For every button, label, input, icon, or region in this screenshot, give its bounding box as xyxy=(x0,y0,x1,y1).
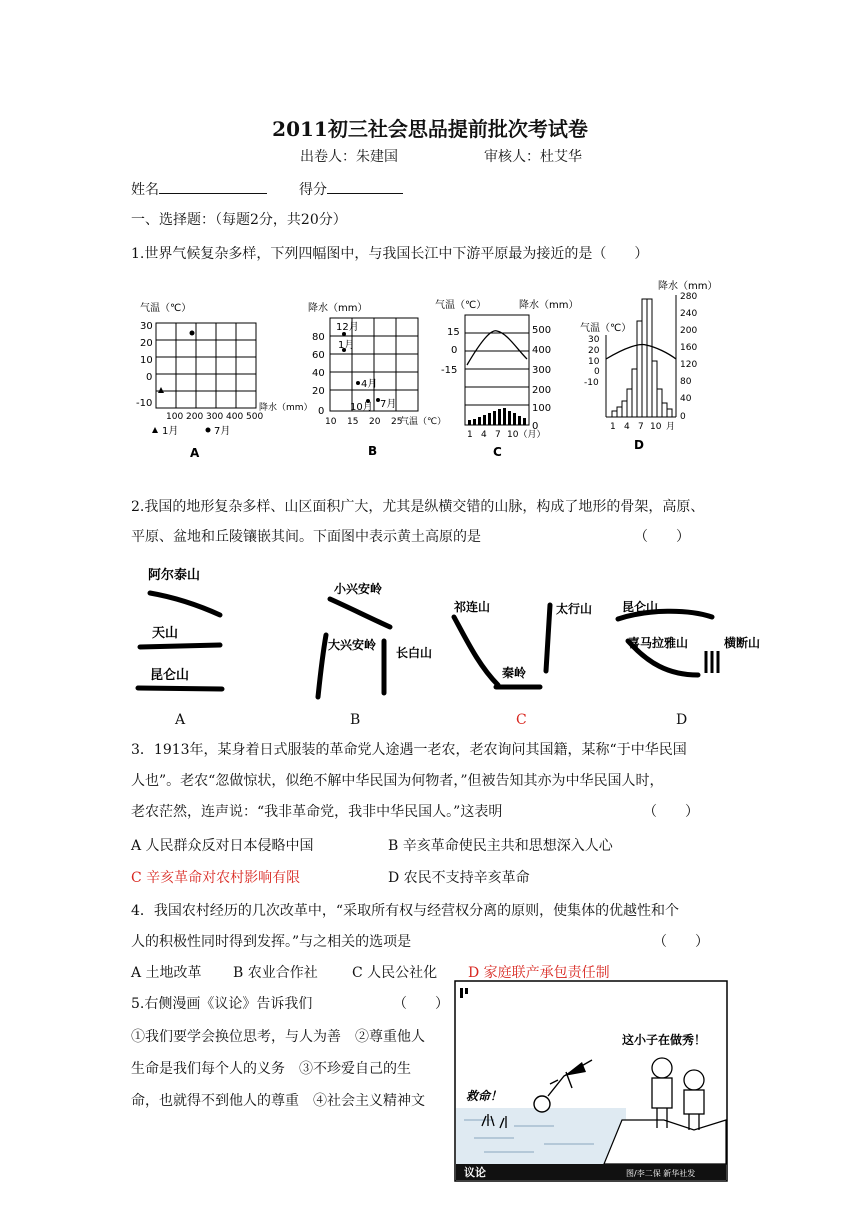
chart-d-rtick: 0 xyxy=(680,412,686,422)
chart-d-xtick: 1 xyxy=(610,422,616,432)
page-title: 2011初三社会思品提前批次考试卷 xyxy=(272,117,588,141)
chart-b-ytick: 20 xyxy=(312,386,325,397)
name-label: 姓名 xyxy=(131,182,159,198)
chart-b-point-label: 4月 xyxy=(361,379,378,390)
map-a-mountain: 昆仑山 xyxy=(150,668,190,683)
q3-line3: 老农茫然，连声说：“我非革命党，我非中华民国人。”这表明 xyxy=(131,804,503,820)
chart-b-ylabel: 降水（mm） xyxy=(308,303,368,314)
chart-b-point-label: 1月 xyxy=(338,340,355,351)
q4-option-a[interactable]: A 土地改革 xyxy=(131,965,202,981)
chart-a-ytick: 0 xyxy=(146,372,153,383)
chart-c-xtick: 4 xyxy=(481,430,487,440)
chart-b-ytick: 40 xyxy=(312,368,325,379)
chart-b-xtick: 20 xyxy=(369,417,381,427)
chart-c-ltick: -15 xyxy=(441,365,458,376)
cartoon-speech: 这小子在做秀！ xyxy=(622,1033,707,1047)
q5-line3: 生命是我们每个人的义务 ③不珍爱自己的生 xyxy=(131,1061,411,1077)
map-a xyxy=(138,567,222,689)
chart-c-rtick: 100 xyxy=(532,403,552,414)
map-c-mountain: 秦岭 xyxy=(502,666,527,680)
chart-d-ltick: 20 xyxy=(588,346,600,356)
chart-c-xtick: 1 xyxy=(467,430,473,440)
chart-a-ytick: 20 xyxy=(140,338,153,349)
name-blank[interactable] xyxy=(159,179,267,194)
chart-c-ltick: 15 xyxy=(447,327,460,338)
map-a-mountain: 阿尔泰山 xyxy=(148,568,201,583)
chart-a-xtick: 300 xyxy=(206,412,224,422)
chart-b-label: B xyxy=(368,444,378,458)
q3-line2: 人也”。老农“忽做惊状，似绝不解中华民国为何物者，”但被告知其亦为中华民国人时， xyxy=(131,773,664,789)
map-c xyxy=(454,599,592,687)
chart-b-point-label: 10月 xyxy=(350,402,373,413)
chart-a-xlabel: 降水（mm） xyxy=(259,403,313,413)
map-b-mountain: 长白山 xyxy=(396,646,433,660)
chart-c-rtick: 0 xyxy=(532,421,539,432)
chart-c-rtick: 300 xyxy=(532,365,552,376)
chart-b-xlabel: 气温（℃） xyxy=(400,417,447,427)
chart-c xyxy=(435,298,578,459)
chart-d-label: D xyxy=(634,438,644,452)
chart-d-ylabel: 气温（℃） xyxy=(580,323,632,334)
chart-d-xtick: 10 xyxy=(650,422,662,432)
chart-b xyxy=(308,301,446,458)
chart-a-ytick: -10 xyxy=(136,398,153,409)
cartoon-help: 救命！ xyxy=(466,1089,503,1103)
chart-b-point-label: 7月 xyxy=(380,399,397,410)
q5-paren: （ ） xyxy=(393,996,449,1012)
q4-line1: 4．我国农村经历的几次改革中，“采取所有权与经营权分离的原则，使集体的优越性和个 xyxy=(131,903,680,919)
chart-d-y2label: 降水（mm） xyxy=(658,281,718,292)
section-heading: 一、选择题：（每题2分，共20分） xyxy=(131,212,347,228)
q3-option-a[interactable]: A 人民群众反对日本侵略中国 xyxy=(131,838,314,854)
map-d xyxy=(618,599,760,675)
chart-d-ltick: -10 xyxy=(584,378,599,388)
chart-a-ylabel: 气温（℃） xyxy=(140,303,192,314)
chart-a-legend-jan: 1月 xyxy=(162,426,179,437)
q4-option-b[interactable]: B 农业合作社 xyxy=(233,965,318,981)
chart-b-ytick: 0 xyxy=(318,406,325,417)
chart-d-rtick: 80 xyxy=(680,377,692,387)
map-b-mountain: 小兴安岭 xyxy=(334,582,383,596)
q4-option-d[interactable]: D 家庭联产承包责任制 xyxy=(468,965,610,981)
chart-b-xtick: 15 xyxy=(347,417,359,427)
cartoon-discussion xyxy=(454,980,728,1182)
chart-b-point-label: 12月 xyxy=(336,322,359,333)
chart-d-rtick: 240 xyxy=(680,309,698,319)
chart-b-ytick: 80 xyxy=(312,332,325,343)
chart-d-rtick: 120 xyxy=(680,360,698,370)
q3-line1: 3．1913年，某身着日式服装的革命党人途遇一老农，老农询问其国籍，某称“于中华民国 xyxy=(131,742,687,758)
q3-option-c[interactable]: C 辛亥革命对农村影响有限 xyxy=(131,870,301,886)
map-d-mountain: 昆仑山 xyxy=(622,600,659,614)
chart-c-label: C xyxy=(493,445,502,459)
cartoon-credit: 图/李二保 新华社发 xyxy=(626,1169,696,1178)
q3-paren: （ ） xyxy=(643,804,699,820)
map-a-label: A xyxy=(175,712,186,728)
q4-option-c[interactable]: C 人民公社化 xyxy=(352,965,438,981)
score-field xyxy=(299,179,403,200)
map-c-mountain: 祁连山 xyxy=(454,600,491,614)
chart-d-xtick: 7 xyxy=(638,422,644,432)
map-b-label: B xyxy=(350,712,361,728)
q3-option-b[interactable]: B 辛亥革命使民主共和思想深入人心 xyxy=(388,838,613,854)
map-d-label: D xyxy=(676,712,688,728)
exam-reviewer: 审核人：杜艾华 xyxy=(484,149,582,165)
chart-a-jan-point xyxy=(158,387,164,393)
mountain-maps xyxy=(128,563,761,733)
cartoon-caption: 议论 xyxy=(464,1166,486,1179)
chart-b-xtick: 25 xyxy=(391,417,403,427)
q3-option-d[interactable]: D 农民不支持辛亥革命 xyxy=(388,870,530,886)
chart-a-xtick: 400 xyxy=(226,412,244,422)
score-blank[interactable] xyxy=(327,179,403,194)
chart-a-ytick: 30 xyxy=(140,321,153,332)
chart-d-ltick: 10 xyxy=(588,357,600,367)
chart-d-xtick: 4 xyxy=(624,422,630,432)
chart-d-ltick: 30 xyxy=(588,335,600,345)
q4-line2: 人的积极性同时得到发挥。”与之相关的选项是 xyxy=(131,934,412,950)
chart-d-ltick: 0 xyxy=(594,367,600,377)
chart-a xyxy=(136,302,313,460)
chart-a-ytick: 10 xyxy=(140,355,153,366)
exam-setter: 出卷人：朱建国 xyxy=(300,149,398,165)
chart-a-xtick: 500 xyxy=(246,412,264,422)
score-label: 得分 xyxy=(299,182,327,198)
chart-a-xtick: 100 xyxy=(166,412,184,422)
chart-a-xtick: 200 xyxy=(186,412,204,422)
chart-c-xtick: 10（月） xyxy=(507,430,546,440)
q2-line2: 平原、盆地和丘陵镶嵌其间。下面图中表示黄土高原的是 xyxy=(131,529,481,545)
q2-line1: 2.我国的地形复杂多样、山区面积广大，尤其是纵横交错的山脉，构成了地形的骨架，高原、 xyxy=(131,499,705,515)
chart-c-ylabel: 气温（℃） xyxy=(435,300,487,311)
chart-b-xtick: 10 xyxy=(325,417,337,427)
map-a-mountain: 天山 xyxy=(152,626,179,641)
chart-c-xtick: 7 xyxy=(495,430,501,440)
map-d-mountain: 横断山 xyxy=(724,636,761,650)
q2-paren: （ ） xyxy=(634,529,690,545)
climate-charts xyxy=(128,281,718,463)
map-d-mountain: 喜马拉雅山 xyxy=(628,636,689,650)
chart-d xyxy=(580,279,717,452)
chart-d-xtick: 月 xyxy=(666,422,676,432)
chart-c-rtick: 200 xyxy=(532,385,552,396)
chart-c-y2label: 降水（mm） xyxy=(519,300,579,311)
q5-line4: 命，也就得不到他人的尊重 ④社会主义精神文 xyxy=(131,1093,425,1109)
chart-d-rtick: 40 xyxy=(680,394,692,404)
chart-d-rtick: 200 xyxy=(680,326,698,336)
chart-a-label: A xyxy=(190,446,200,460)
chart-d-rtick: 280 xyxy=(680,292,698,302)
chart-a-jul-point xyxy=(190,331,195,336)
q1-text: 1.世界气候复杂多样，下列四幅图中，与我国长江中下游平原最为接近的是（ ） xyxy=(131,246,649,262)
q4-paren: （ ） xyxy=(653,934,709,950)
q5-line2: ①我们要学会换位思考，与人为善 ②尊重他人 xyxy=(131,1029,425,1045)
chart-b-ytick: 60 xyxy=(312,350,325,361)
chart-d-rtick: 160 xyxy=(680,343,698,353)
chart-c-ltick: 0 xyxy=(451,345,458,356)
q5-line1: 5.右侧漫画《议论》告诉我们 xyxy=(131,996,313,1012)
map-c-mountain: 太行山 xyxy=(556,602,593,616)
name-field xyxy=(131,179,267,200)
chart-c-rtick: 400 xyxy=(532,345,552,356)
chart-a-legend-jul: 7月 xyxy=(214,426,231,437)
map-b xyxy=(318,581,432,697)
chart-c-rtick: 500 xyxy=(532,325,552,336)
map-b-mountain: 大兴安岭 xyxy=(328,638,377,652)
map-c-label: C xyxy=(516,712,527,728)
